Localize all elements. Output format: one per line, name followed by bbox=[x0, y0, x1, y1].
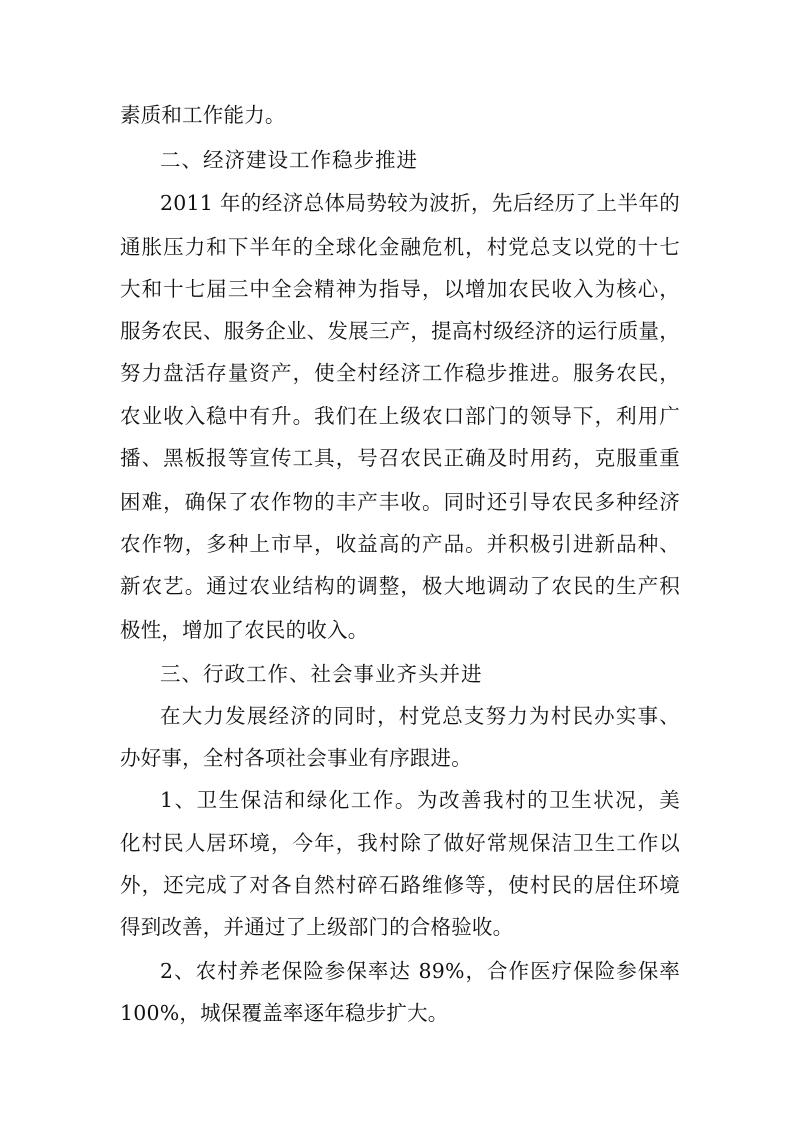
section-heading: 三、行政工作、社会事业齐头并进 bbox=[160, 662, 483, 686]
paragraph-line: 困难，确保了农作物的丰产丰收。同时还引导农民多种经济 bbox=[120, 490, 680, 514]
paragraph-line: 办好事，全村各项社会事业有序跟进。 bbox=[120, 746, 472, 770]
paragraph-line: 得到改善，并通过了上级部门的合格验收。 bbox=[120, 915, 514, 939]
paragraph-line: 化村民人居环境，今年，我村除了做好常规保洁卫生工作以 bbox=[120, 831, 680, 855]
paragraph-line: 通胀压力和下半年的全球化金融危机，村党总支以党的十七 bbox=[120, 235, 680, 259]
paragraph-line: 1、卫生保洁和绿化工作。为改善我村的卫生状况，美 bbox=[160, 788, 680, 812]
paragraph-line: 100%，城保覆盖率逐年稳步扩大。 bbox=[120, 1001, 449, 1025]
paragraph-line: 农作物，多种上市早，收益高的产品。并积极引进新品种、 bbox=[120, 532, 680, 556]
paragraph-line: 2011 年的经济总体局势较为波折，先后经历了上半年的 bbox=[160, 191, 680, 215]
paragraph-line: 新农艺。通过农业结构的调整，极大地调动了农民的生产积 bbox=[120, 574, 680, 598]
paragraph-line: 努力盘活存量资产，使全村经济工作稳步推进。服务农民， bbox=[120, 361, 680, 385]
paragraph-line: 素质和工作能力。 bbox=[120, 103, 286, 127]
paragraph-line: 外，还完成了对各自然村碎石路维修等，使村民的居住环境 bbox=[120, 873, 680, 897]
paragraph-line: 大和十七届三中全会精神为指导，以增加农民收入为核心， bbox=[120, 277, 680, 301]
paragraph-line: 极性，增加了农民的收入。 bbox=[120, 618, 369, 642]
paragraph-line: 2、农村养老保险参保率达 89%，合作医疗保险参保率 bbox=[160, 959, 680, 983]
paragraph-line: 农业收入稳中有升。我们在上级农口部门的领导下，利用广 bbox=[120, 404, 680, 428]
paragraph-line: 服务农民、服务企业、发展三产，提高村级经济的运行质量， bbox=[120, 319, 680, 343]
section-heading: 二、经济建设工作稳步推进 bbox=[160, 148, 418, 172]
paragraph-line: 在大力发展经济的同时，村党总支努力为村民办实事、 bbox=[160, 704, 680, 728]
paragraph-line: 播、黑板报等宣传工具，号召农民正确及时用药，克服重重 bbox=[120, 446, 680, 470]
